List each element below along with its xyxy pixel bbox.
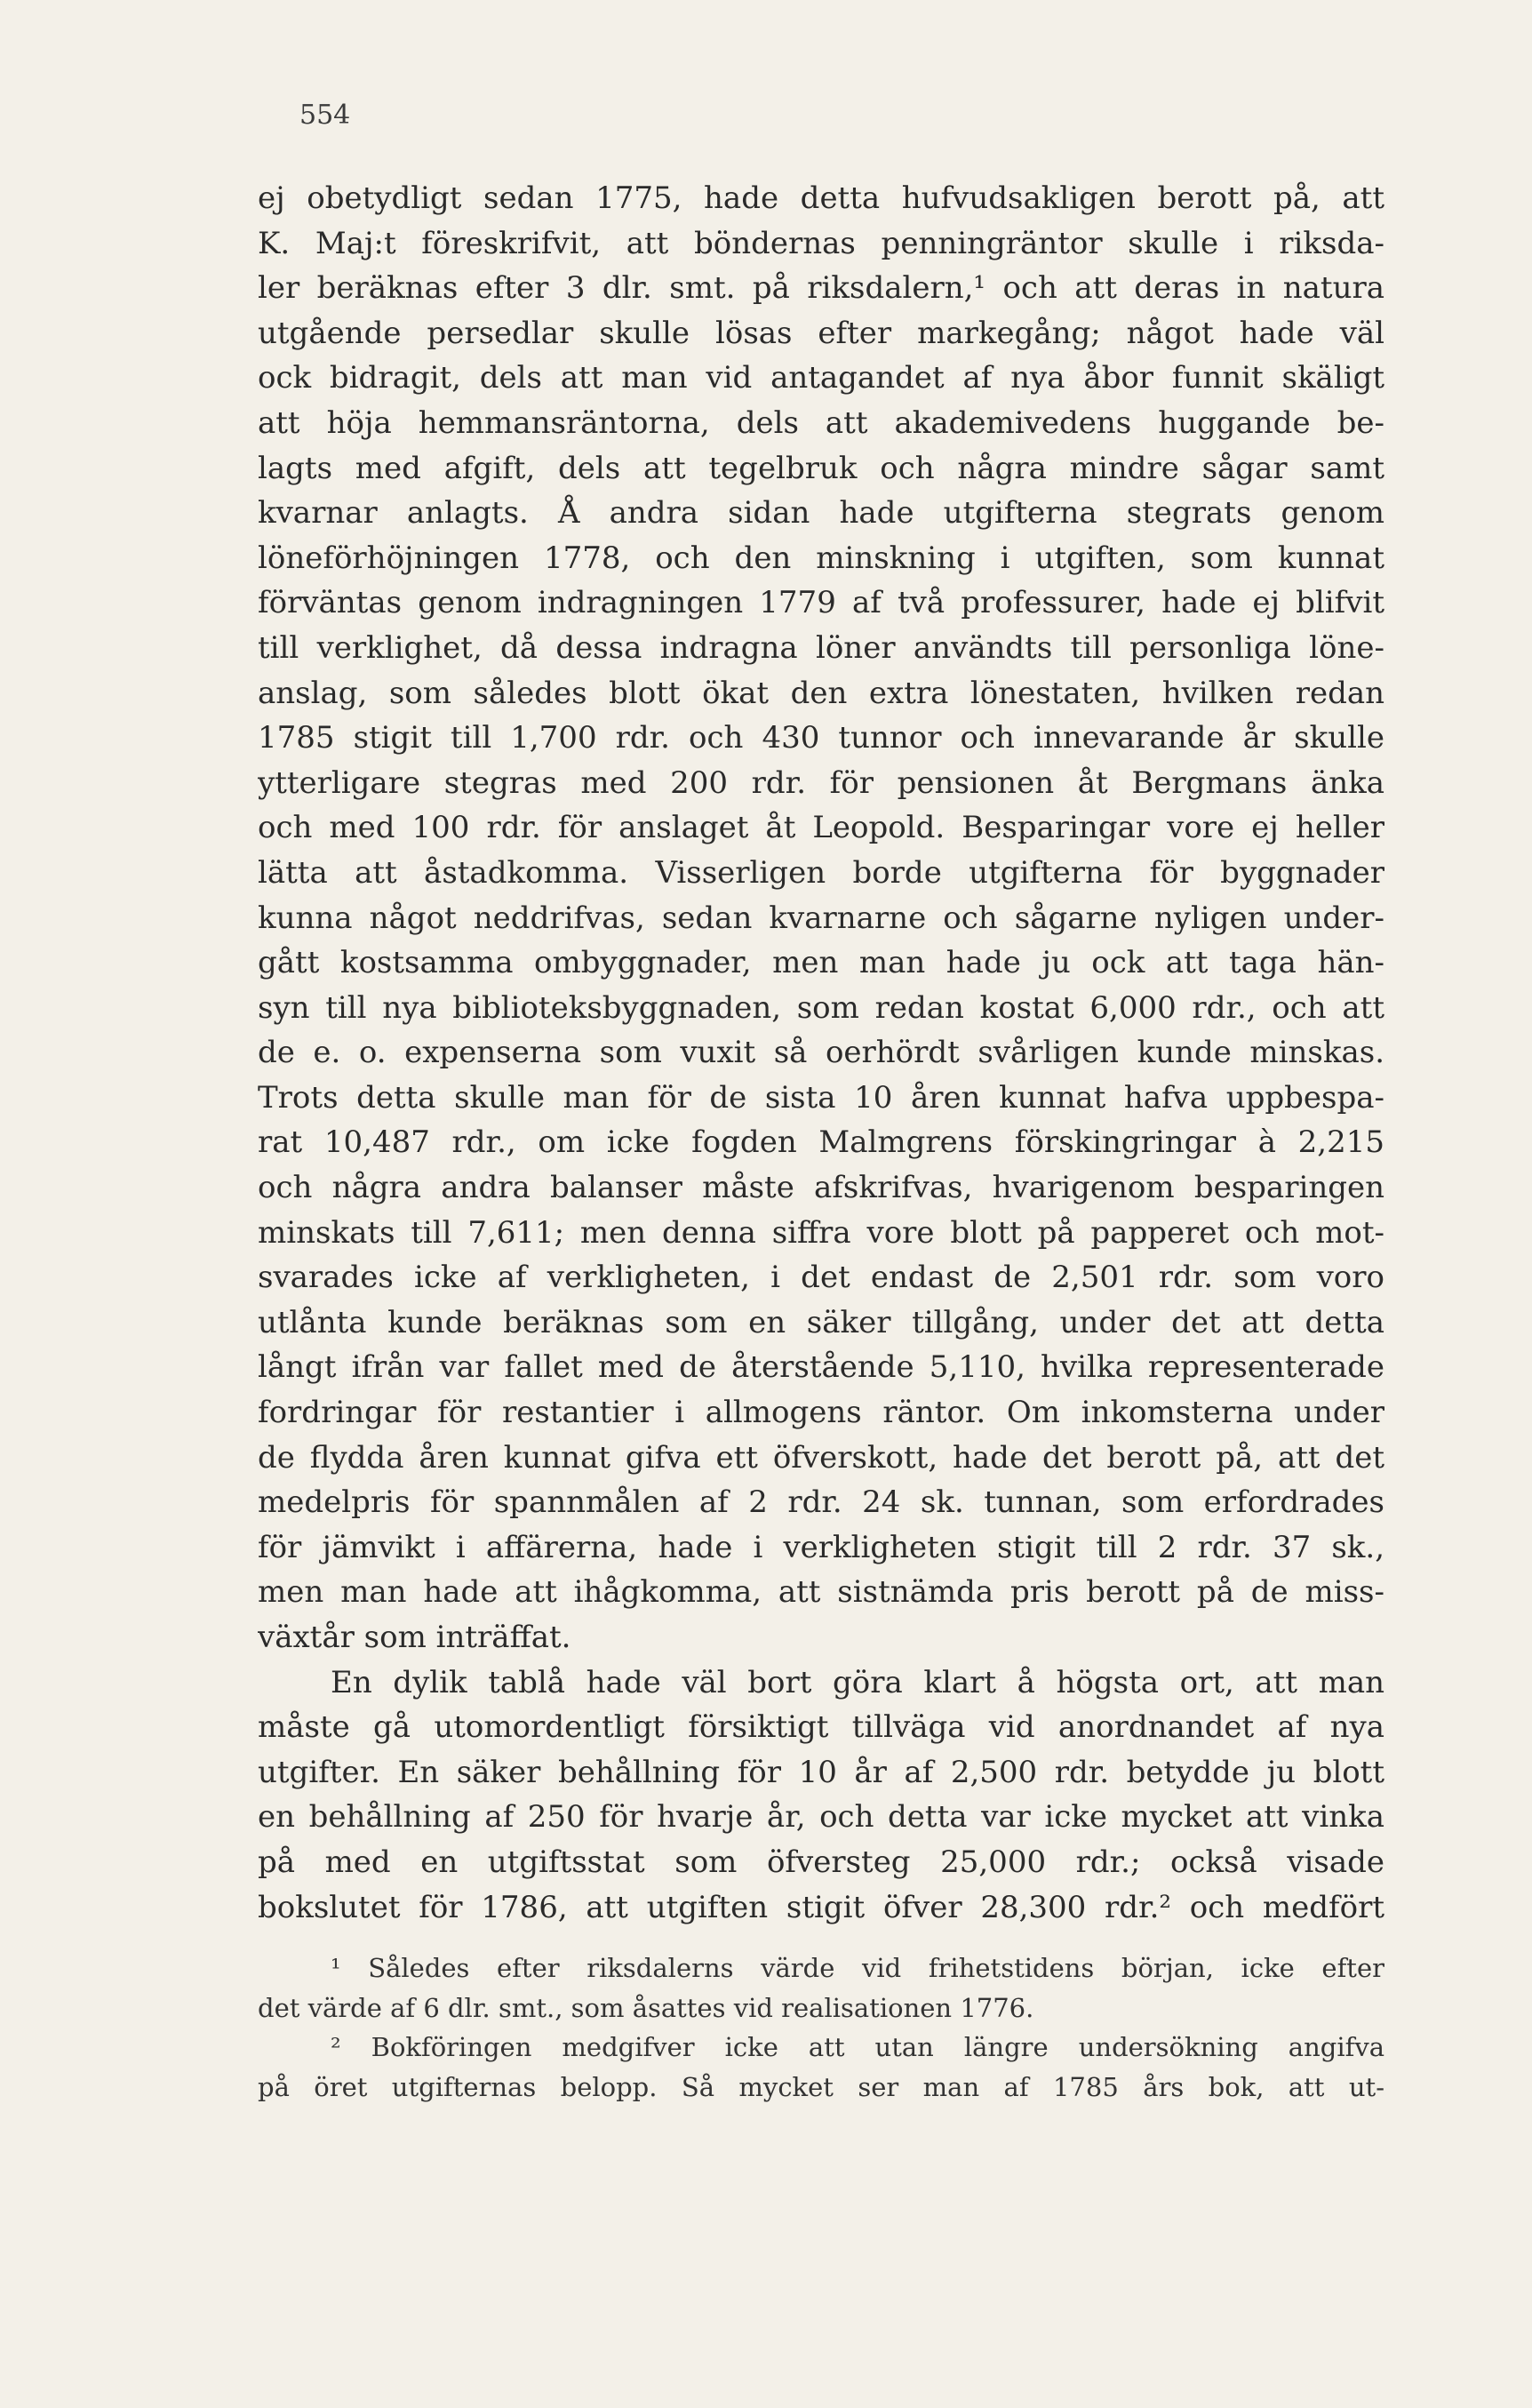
text-line: att höja hemmansräntorna, dels att akademivedens huggande be- (258, 404, 1384, 441)
text-line: de flydda åren kunnat gifva ett öfverskott, hade det berott på, att det (258, 1439, 1384, 1476)
text-line: och några andra balanser måste afskrifvas, hvarigenom besparingen (258, 1170, 1384, 1206)
text-line: löneförhöjningen 1778, och den minskning i utgiften, som kunnat (258, 540, 1384, 576)
text-line: de e. o. expenserna som vuxit så oerhördt svårligen kunde minskas. (258, 1035, 1384, 1071)
footnote-line: på öret utgifternas belopp. Så mycket ser man af 1785 års bok, att ut- (258, 2071, 1384, 2102)
page-number: 554 (299, 100, 351, 131)
text-line: fordringar för restantier i allmogens räntor. Om inkomsterna under (258, 1395, 1384, 1431)
text-line: förväntas genom indragningen 1779 af två professurer, hade ej blifvit (258, 585, 1384, 621)
footnote-line: det värde af 6 dlr. smt., som åsattes vid realisationen 1776. (258, 1992, 1034, 2023)
text-line: utgifter. En säker behållning för 10 år af 2,500 rdr. betydde ju blott (258, 1754, 1384, 1790)
text-line: utlånta kunde beräknas som en säker tillgång, under det att detta (258, 1304, 1384, 1340)
text-line: lätta att åstadkomma. Visserligen borde utgifterna för byggnader (258, 854, 1384, 891)
text-line: anslag, som således blott ökat den extra lönestaten, hvilken redan (258, 675, 1384, 711)
text-line: kvarnar anlagts. Å andra sidan hade utgifterna stegrats genom (258, 495, 1384, 532)
footnotes (258, 1948, 1384, 2107)
text-line: ock bidragit, dels att man vid antagandet af nya åbor funnit skäligt (258, 360, 1384, 396)
text-line: ler beräknas efter 3 dlr. smt. på riksdalern,¹ och att deras in natura (258, 270, 1384, 307)
text-line: ytterligare stegras med 200 rdr. för pensionen åt Bergmans änka (258, 764, 1384, 801)
text-line: syn till nya biblioteksbyggnaden, som redan kostat 6,000 rdr., och att (258, 989, 1384, 1026)
text-line: långt ifrån var fallet med de återstående 5,110, hvilka representerade (258, 1349, 1384, 1386)
text-line: en behållning af 250 för hvarje år, och detta var icke mycket att vinka (258, 1799, 1384, 1836)
footnote-line: ¹ Således efter riksdalerns värde vid frihetstidens början, icke efter (331, 1953, 1384, 1983)
text-line: ej obetydligt sedan 1775, hade detta hufvudsakligen berott på, att (258, 180, 1384, 216)
text-line: men man hade att ihågkomma, att sistnämda pris berott på de miss- (258, 1574, 1384, 1611)
text-line: minskats till 7,611; men denna siffra vore blott på papperet och mot- (258, 1214, 1384, 1251)
text-line: för jämvikt i affärerna, hade i verkligheten stigit till 2 rdr. 37 sk., (258, 1529, 1384, 1565)
text-line: 1785 stigit till 1,700 rdr. och 430 tunnor och innevarande år skulle (258, 720, 1384, 756)
body-text (258, 176, 1384, 1930)
text-line: och med 100 rdr. för anslaget åt Leopold. Besparingar vore ej heller (258, 810, 1384, 846)
footnote-line: ² Bokföringen medgifver icke att utan längre undersökning angifva (331, 2032, 1384, 2062)
text-line: svarades icke af verkligheten, i det endast de 2,501 rdr. som voro (258, 1260, 1384, 1296)
text-line: på med en utgiftsstat som öfversteg 25,000 rdr.; också visade (258, 1844, 1384, 1880)
text-line: utgående persedlar skulle lösas efter markegång; något hade väl (258, 315, 1384, 351)
text-line: till verklighet, då dessa indragna löner användts till personliga löne- (258, 629, 1384, 666)
text-line: En dylik tablå hade väl bort göra klart å högsta ort, att man (331, 1664, 1384, 1700)
text-line: medelpris för spannmålen af 2 rdr. 24 sk. tunnan, som erfordrades (258, 1484, 1384, 1521)
text-line: rat 10,487 rdr., om icke fogden Malmgrens förskingringar à 2,215 (258, 1124, 1384, 1161)
text-line: K. Maj:t föreskrifvit, att böndernas penningräntor skulle i riksda- (258, 225, 1384, 261)
text-line: bokslutet för 1786, att utgiften stigit öfver 28,300 rdr.² och medfört (258, 1889, 1384, 1925)
text-line: lagts med afgift, dels att tegelbruk och några mindre sågar samt (258, 450, 1384, 486)
text-line: Trots detta skulle man för de sista 10 åren kunnat hafva uppbespa- (258, 1079, 1384, 1116)
text-line: växtår som inträffat. (258, 1620, 571, 1655)
text-line: gått kostsamma ombyggnader, men man hade ju ock att taga hän- (258, 945, 1384, 981)
text-line: måste gå utomordentligt försiktigt tillväga vid anordnandet af nya (258, 1709, 1384, 1746)
text-line: kunna något neddrifvas, sedan kvarnarne och sågarne nyligen under- (258, 900, 1384, 936)
